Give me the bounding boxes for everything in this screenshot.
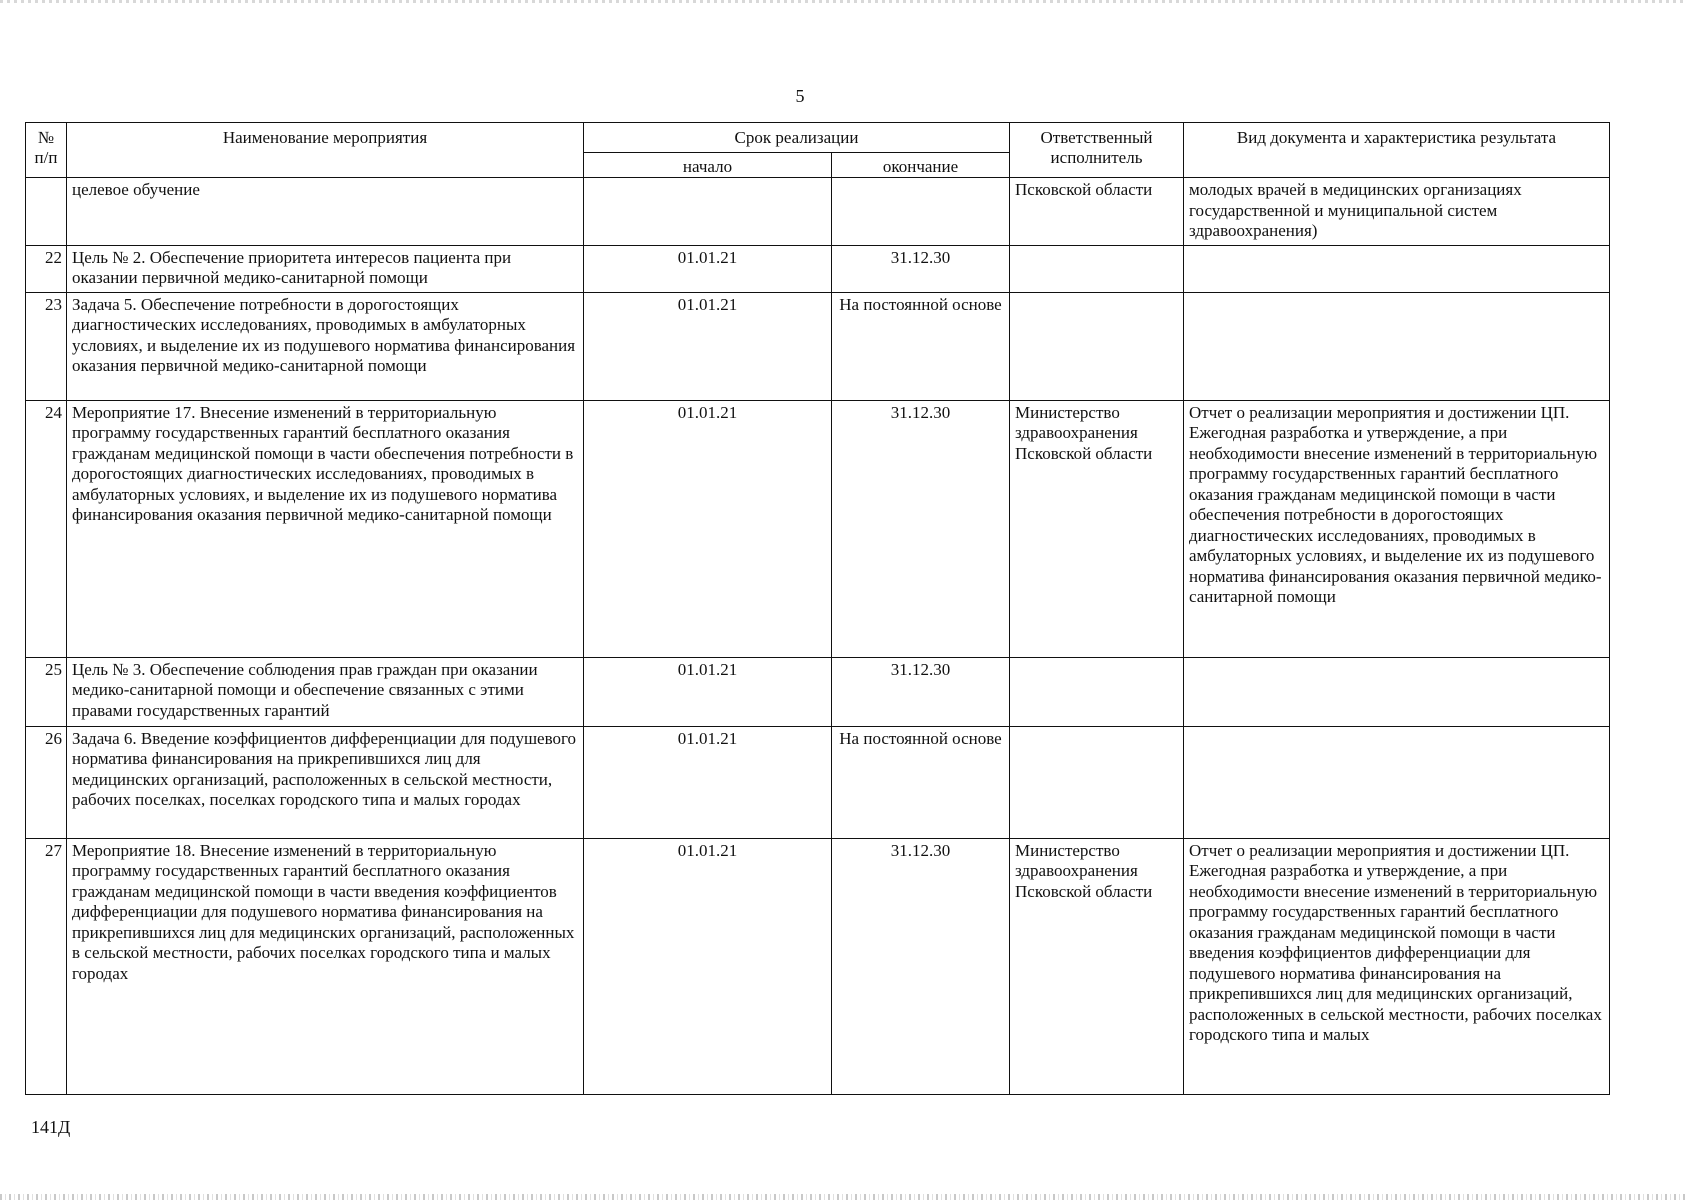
table-header [26,123,1610,178]
row-end-date: 31.12.30 [832,838,1010,1094]
row-number: 26 [26,726,67,838]
header-implementation-period: Срок реализации [584,123,1010,153]
row-number: 24 [26,400,67,657]
row-start-date: 01.01.21 [584,292,832,400]
row-activity-name: Задача 6. Введение коэффициентов дифференциации для подушевого норматива финансирования на прикрепившихся лиц для медицинских организаций, расположенных в сельской местности, рабочих поселках, поселках городского типа и малых городах [67,726,584,838]
row-activity-name: Мероприятие 18. Внесение изменений в территориальную программу государственных гарантий бесплатного оказания гражданам медицинской помощи в части введения коэффициентов дифференциации для подушевого норматива финансирования на прикрепившихся лиц для медицинских организаций, расположенных в сельской местности, рабочих поселках городского типа и малых городах [67,838,584,1094]
row-activity-name: целевое обучение [67,178,584,246]
row-start-date: 01.01.21 [584,245,832,292]
row-result [1184,726,1610,838]
header-row-main [26,123,1610,153]
page-number: 5 [795,86,805,106]
row-responsible: Псковской области [1010,178,1184,246]
header-end: окончание [832,152,1010,178]
row-responsible [1010,245,1184,292]
header-responsible: Ответственный исполнитель [1010,123,1184,178]
row-result [1184,292,1610,400]
row-end-date [832,178,1010,246]
row-result: молодых врачей в медицинских организациях государственной и муниципальной систем здравоохранения) [1184,178,1610,246]
row-result [1184,657,1610,726]
row-result: Отчет о реализации мероприятия и достижении ЦП. Ежегодная разработка и утверждение, а при необходимости внесение изменений в территориальную программу государственных гарантий бесплатного оказания гражданам медицинской помощи в части введения коэффициентов дифференциации для подушевого норматива финансирования на прикрепившихся лиц для медицинских организаций, расположенных в сельской местности, рабочих поселках городского типа и малых [1184,838,1610,1094]
table-row [26,292,1610,400]
row-number: 22 [26,245,67,292]
table-row [26,657,1610,726]
row-start-date: 01.01.21 [584,838,832,1094]
row-responsible: Министерство здравоохранения Псковской области [1010,400,1184,657]
scan-edge-top [0,0,1686,3]
header-result: Вид документа и характеристика результата [1184,123,1610,178]
scan-edge-bottom [0,1194,1686,1200]
row-activity-name: Цель № 3. Обеспечение соблюдения прав граждан при оказании медико-санитарной помощи и обеспечение связанных с этими правами государственных гарантий [67,657,584,726]
row-responsible [1010,292,1184,400]
row-end-date: 31.12.30 [832,657,1010,726]
row-activity-name: Мероприятие 17. Внесение изменений в территориальную программу государственных гарантий бесплатного оказания гражданам медицинской помощи в части обеспечения потребности в дорогостоящих диагностических исследованиях, проводимых в амбулаторных условиях, и выделение их из подушевого норматива финансирования оказания первичной медико-санитарной помощи [67,400,584,657]
row-number: 23 [26,292,67,400]
table-row [26,245,1610,292]
table-body [26,178,1610,1095]
table-row [26,400,1610,657]
row-end-date: На постоянной основе [832,726,1010,838]
row-activity-name: Цель № 2. Обеспечение приоритета интересов пациента при оказании первичной медико-санитарной помощи [67,245,584,292]
activities-table [25,122,1610,1095]
table-row [26,838,1610,1094]
row-end-date: На постоянной основе [832,292,1010,400]
row-number: 27 [26,838,67,1094]
row-result [1184,245,1610,292]
row-end-date: 31.12.30 [832,245,1010,292]
row-end-date: 31.12.30 [832,400,1010,657]
row-start-date: 01.01.21 [584,400,832,657]
row-number: 25 [26,657,67,726]
document-code: 141Д [31,1117,71,1137]
header-activity-name: Наименование мероприятия [67,123,584,178]
table-row [26,178,1610,246]
header-number: № п/п [26,123,67,178]
row-responsible [1010,657,1184,726]
row-start-date: 01.01.21 [584,657,832,726]
header-start: начало [584,152,832,178]
row-start-date: 01.01.21 [584,726,832,838]
table-row [26,726,1610,838]
row-result: Отчет о реализации мероприятия и достижении ЦП. Ежегодная разработка и утверждение, а при необходимости внесение изменений в территориальную программу государственных гарантий бесплатного оказания гражданам медицинской помощи в части обеспечения потребности в дорогостоящих диагностических исследованиях, проводимых в амбулаторных условиях, и выделение их из подушевого норматива финансирования оказания первичной медико-санитарной помощи [1184,400,1610,657]
row-responsible [1010,726,1184,838]
row-activity-name: Задача 5. Обеспечение потребности в дорогостоящих диагностических исследованиях, проводимых в амбулаторных условиях, и выделение их из подушевого норматива финансирования оказания первичной медико-санитарной помощи [67,292,584,400]
row-responsible: Министерство здравоохранения Псковской области [1010,838,1184,1094]
row-start-date [584,178,832,246]
row-number [26,178,67,246]
